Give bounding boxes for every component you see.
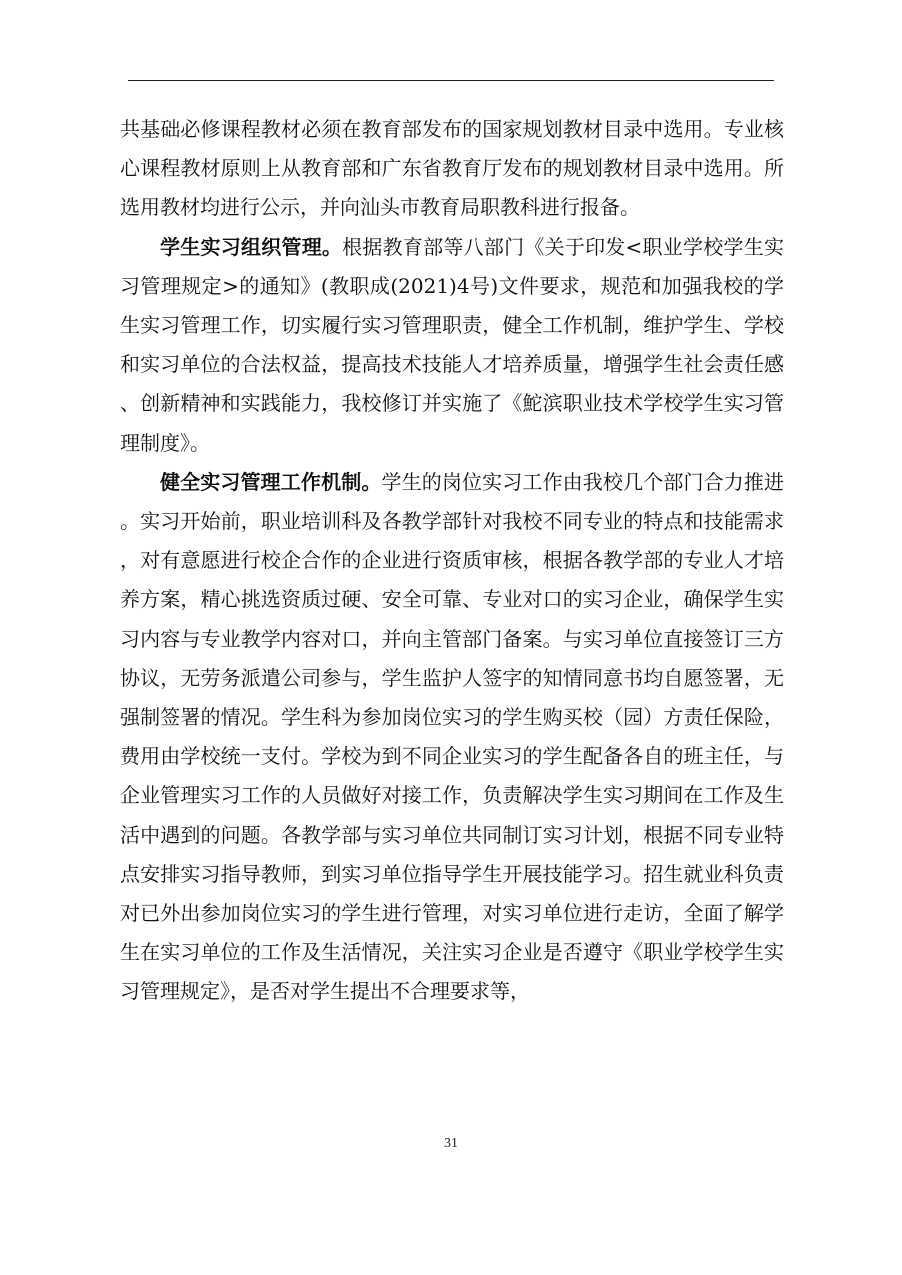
page-number: 31 — [444, 1136, 458, 1151]
paragraph-text: 根据教育部等八部门《关于印发<职业学校学生实习管理规定>的通知》(教职成(2021)4号)文件要求，规范和加强我校的学生实习管理工作，切实履行实习管理职责，健全工作机制，维护学生、学校和实习单位的合法权益，提高技术技能人才培养质量，增强学生社会责任感、创新精神和实践能力，我校修订并实施了《鮀滨职业技术学校学生实习管理制度》。 — [120, 234, 784, 455]
paragraph-lead-heading: 健全实习管理工作机制。 — [160, 469, 382, 494]
paragraph-lead-heading: 学生实习组织管理。 — [160, 234, 343, 259]
document-body — [120, 110, 784, 1012]
paragraph-text: 学生的岗位实习工作由我校几个部门合力推进。实习开始前，职业培训科及各教学部针对我校不同专业的特点和技能需求，对有意愿进行校企合作的企业进行资质审核，根据各教学部的专业人才培养方案，精心挑选资质过硬、安全可靠、专业对口的实习企业，确保学生实习内容与专业教学内容对口，并向主管部门备案。与实习单位直接签订三方协议，无劳务派遣公司参与，学生监护人签字的知情同意书均自愿签署，无强制签署的情况。学生科为参加岗位实习的学生购买校（园）方责任保险，费用由学校统一支付。学校为到不同企业实习的学生配备各自的班主任，与企业管理实习工作的人员做好对接工作，负责解决学生实习期间在工作及生活中遇到的问题。各教学部与实习单位共同制订实习计划，根据不同专业特点安排实习指导教师，到实习单位指导学生开展技能学习。招生就业科负责对已外出参加岗位实习的学生进行管理，对实习单位进行走访，全面了解学生在实习单位的工作及生活情况，关注实习企业是否遵守《职业学校学生实习管理规定》，是否对学生提出不合理要求等， — [120, 469, 785, 1004]
paragraph-internship-organization — [120, 228, 784, 463]
paragraph-continued — [120, 110, 784, 228]
paragraph-text: 共基础必修课程教材必须在教育部发布的国家规划教材目录中选用。专业核心课程教材原则上从教育部和广东省教育厅发布的规划教材目录中选用。所选用教材均进行公示，并向汕头市教育局职教科进行报备。 — [120, 117, 784, 220]
paragraph-internship-mechanism — [120, 463, 784, 1012]
header-rule — [128, 80, 774, 81]
